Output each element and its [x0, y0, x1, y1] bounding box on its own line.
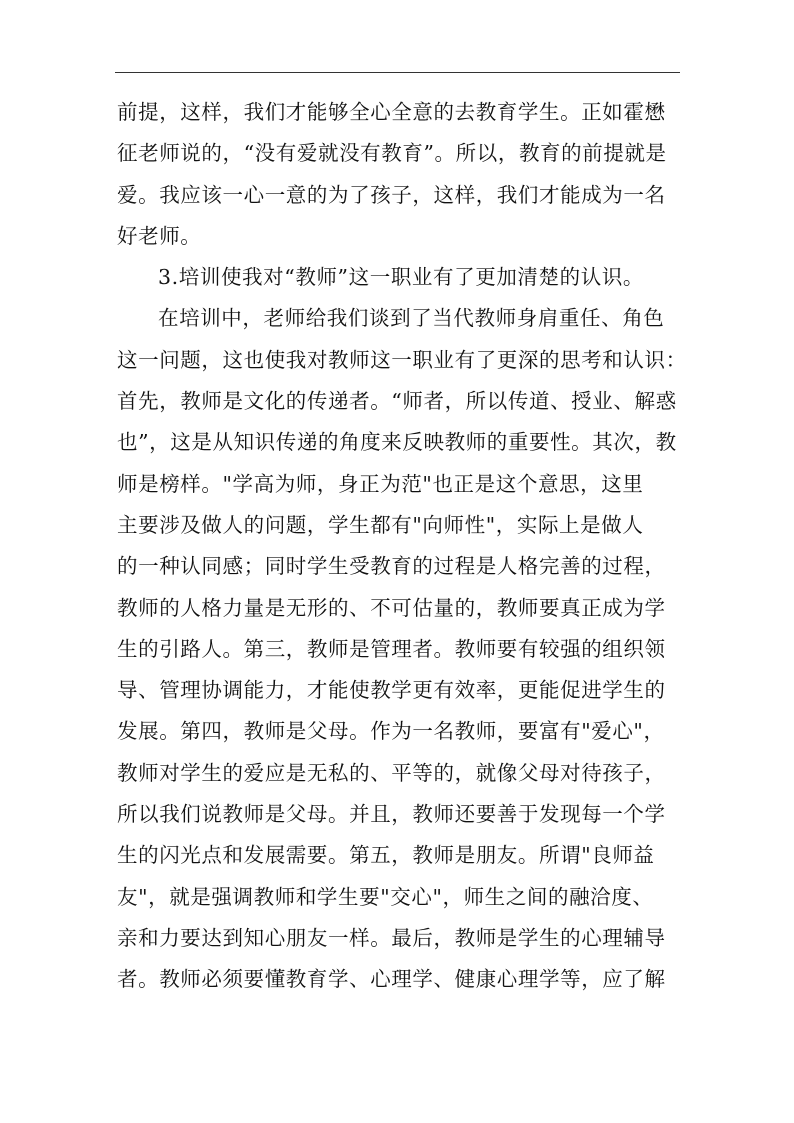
text-line: 前提，这样，我们才能够全心全意的去教育学生。正如霍懋	[117, 100, 666, 124]
text-line: 好老师。	[117, 223, 202, 248]
text-line: 生的引路人。第三，教师是管理者。教师要有较强的组织领	[117, 636, 666, 661]
text-line: 教师的人格力量是无形的、不可估量的，教师要真正成为学	[117, 595, 666, 620]
section-heading: 3.培训使我对“教师”这一职业有了更加清楚的认识。	[158, 265, 645, 290]
text-line: 友"，就是强调教师和学生要"交心"，师生之间的融洽度、	[117, 884, 654, 909]
paragraph-start: 在培训中，老师给我们谈到了当代教师身肩重任、角色	[158, 306, 665, 331]
text-line: 征老师说的，“没有爱就没有教育”。所以，教育的前提就是	[117, 141, 667, 166]
header-rule	[115, 72, 680, 73]
text-line: 教师对学生的爱应是无私的、平等的，就像父母对待孩子，	[117, 760, 666, 785]
text-line: 者。教师必须要懂教育学、心理学、健康心理学等，应了解	[117, 967, 666, 992]
text-line: 也”，这是从知识传递的角度来反映教师的重要性。其次，教	[117, 430, 677, 455]
text-line: 亲和力要达到知心朋友一样。最后，教师是学生的心理辅导	[117, 925, 666, 950]
text-line: 主要涉及做人的问题，学生都有"向师性"，实际上是做人	[117, 512, 644, 537]
text-line: 首先，教师是文化的传递者。“师者，所以传道、授业、解惑	[117, 389, 677, 414]
text-line: 这一问题，这也使我对教师这一职业有了更深的思考和认识：	[117, 347, 687, 372]
text-line: 生的闪光点和发展需要。第五，教师是朋友。所谓"良师益	[117, 843, 655, 868]
text-line: 所以我们说教师是父母。并且，教师还要善于发现每一个学	[117, 802, 666, 827]
text-line: 师是榜样。"学高为师，身正为范"也正是这个意思，这里	[117, 471, 644, 496]
text-line: 导、管理协调能力，才能使教学更有效率，更能促进学生的	[117, 678, 666, 703]
text-line: 的一种认同感；同时学生受教育的过程是人格完善的过程，	[117, 554, 666, 579]
text-line: 发展。第四，教师是父母。作为一名教师，要富有"爱心"，	[117, 719, 665, 744]
body-text	[117, 92, 687, 1001]
text-line: 爱。我应该一心一意的为了孩子，这样，我们才能成为一名	[117, 182, 666, 207]
